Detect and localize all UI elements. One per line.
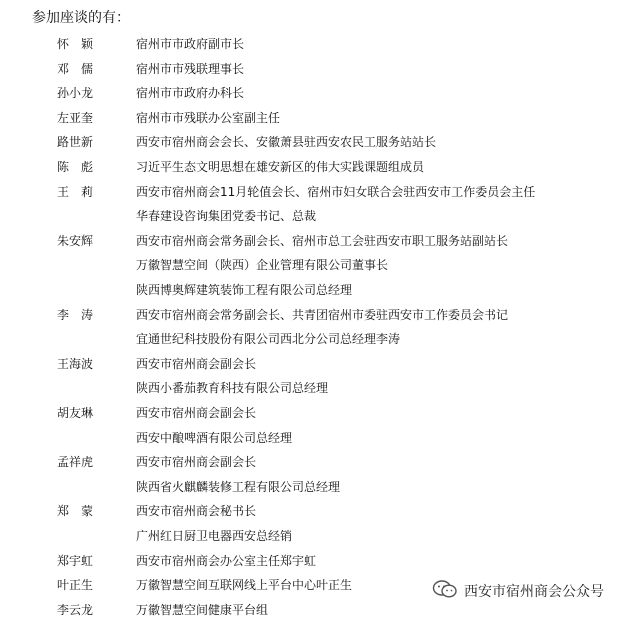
- participant-role: 西安市宿州商会副会长: [136, 356, 257, 371]
- participant-name: 朱安辉: [57, 233, 94, 248]
- participant-role: 西安市宿州商会副会长: [136, 455, 257, 470]
- participant-role: 万徽智慧空间（陕西）企业管理有限公司董事长: [136, 258, 389, 273]
- participant-role: 西安中酿啤酒有限公司总经理: [136, 430, 293, 445]
- participant-name: 胡友琳: [57, 406, 94, 420]
- participant-role: 西安市宿州商会常务副会长、宿州市总工会驻西安市职工服务站副站长: [136, 233, 509, 248]
- participant-name: 李云龙: [57, 602, 94, 617]
- participant-role: 西安市宿州商会秘书长: [136, 504, 257, 519]
- participant-role: 西安市宿州商会11月轮值会长、宿州市妇女联合会驻西安市工作委员会主任: [136, 184, 536, 199]
- participant-role: 宿州市市政府副市长: [136, 37, 245, 51]
- page-heading: 参加座谈的有：: [32, 10, 130, 26]
- participant-role: 万徽智慧空间互联网线上平台中心叶正生: [136, 578, 353, 593]
- participant-name: 怀 颖: [57, 37, 94, 51]
- participant-role: 陕西博奥辉建筑装饰工程有限公司总经理: [136, 283, 353, 297]
- participant-role: 陕西省火麒麟装修工程有限公司总经理: [136, 479, 341, 494]
- participant-name: 邓 儒: [57, 61, 94, 76]
- participant-name: 王海波: [57, 356, 94, 371]
- participant-name: 陈 彪: [57, 160, 94, 174]
- wechat-icon: [432, 579, 464, 603]
- participant-name: 李 涛: [57, 307, 94, 322]
- participant-role: 陕西小番茄教育科技有限公司总经理: [136, 381, 329, 396]
- participant-role: 宿州市市残联理事长: [136, 61, 245, 76]
- wechat-watermark: [432, 581, 604, 601]
- participant-role: 宜通世纪科技股份有限公司西北分公司总经理李涛: [136, 332, 401, 347]
- participant-role: 万徽智慧空间健康平台组: [136, 602, 269, 617]
- participant-name: 王 莉: [57, 184, 94, 199]
- participant-name: 叶正生: [57, 578, 94, 593]
- participant-name: 郑 蒙: [57, 504, 94, 519]
- participant-role: 习近平生态文明思想在雄安新区的伟大实践课题组成员: [136, 160, 425, 174]
- participant-name: 郑宇虹: [57, 553, 94, 568]
- participant-role: 西安市宿州商会会长、安徽萧县驻西安农民工服务站站长: [136, 135, 437, 150]
- participant-name: 孟祥虎: [57, 455, 94, 470]
- participant-role: 西安市宿州商会副会长: [136, 406, 257, 420]
- participant-role: 华春建设咨询集团党委书记、总裁: [136, 209, 317, 224]
- participant-role: 宿州市市政府办科长: [136, 86, 245, 101]
- participant-name: 左亚奎: [57, 110, 94, 125]
- participant-name: 孙小龙: [57, 86, 94, 101]
- participant-role: 西安市宿州商会常务副会长、共青团宿州市委驻西安市工作委员会书记: [136, 307, 509, 322]
- participant-role: 西安市宿州商会办公室主任郑宇虹: [136, 553, 317, 568]
- participant-role: 广州红日厨卫电器西安总经销: [136, 529, 293, 543]
- participant-role: 宿州市市残联办公室副主任: [136, 110, 281, 125]
- watermark-text: 西安市宿州商会公众号: [464, 584, 604, 600]
- participant-name: 路世新: [57, 135, 94, 150]
